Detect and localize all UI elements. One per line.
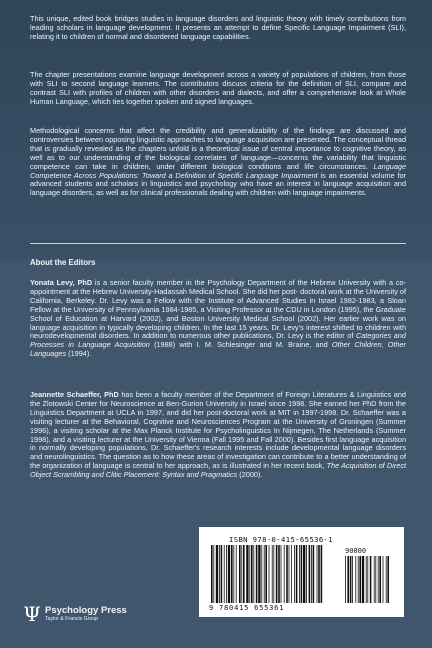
isbn-line [229, 535, 333, 544]
cited-title: Other Children, Other Languages [30, 340, 406, 359]
cited-title: The Acquisition of Direct Object Scrambling and Clitic Placement: Syntax and Pragmatics [30, 461, 406, 480]
price-code: 90000 [345, 547, 367, 555]
intro-paragraph-3 [30, 127, 406, 198]
svg-text:Ψ: Ψ [23, 603, 41, 625]
cited-title: Categories and Processes in Language Acquisition [30, 331, 406, 350]
publisher-block [22, 602, 127, 626]
psychology-press-logo-icon [22, 603, 42, 625]
barcode-panel [199, 527, 404, 617]
intro-paragraph-2: The chapter presentations examine language development across a variety of populations of children, from those with SLI to second language learners. The contributors discuss criteria for the definition of SLI, compare and contrast SLI with profiles of children with other disorders and dialects, and offer a comprehensive look at Whole Human Language, which ties together spoken and signed languages. [30, 70, 406, 106]
barcode-image [209, 545, 394, 603]
about-editors-heading: About the Editors [30, 258, 96, 267]
book-title: Language Competence Across Populations: Toward a Definition of Specific Language Impairment [30, 161, 406, 180]
publisher-subtitle: Taylor & Francis Group [45, 616, 99, 622]
editor-name: Jeannette Schaeffer, PhD [30, 390, 119, 399]
intro-paragraph-3-end: is an essential volume for advanced students and scholars in linguistics and psychology who have an interest in language acquisition and language disorders, as well as for clinical professionals dealing with children with language impairments. [30, 170, 406, 198]
intro-paragraph-3-text: Methodological concerns that affect the credibility and generalizability of the findings are discussed and controversies between opposing linguistic approaches to language acquisition are presented. The conceptual thread that is gradually revealed as the chapters unfold is a theoretical issue of central importance to cognitive theory, as well as to our understanding of the biological correlates of language—concerns the variability that linguistic competence can take in children, under different biological conditions and life circumstances. [30, 126, 406, 171]
editor-bio-levy: Yonata Levy, PhD is a senior faculty member in the Psychology Department of the Hebrew University with a co-appointment at the Hebrew University-Hadassah Medical School. She did her post- doctoral work at the University of California, Berkeley. Dr. Levy was a Fellow with the Institute of Advanced Studies in Israel 1982-1983, a Sloan Fellow at the University of Pennsylvania 1984-1985, a Visiting Professor at the CDU in London (1995), the Graduate School of Education at Harvard (2002), and Boston University Medical School (2002). Her earlier work was on language acquisition in typically developing children. In the last 15 years, Dr. Levy's interest shifted to children with neurodevelopmental disorders. In addition to numerous other publications, Dr. Levy is the editor of Categories and Processes in Language Acquisition (1988) with I. M. Schlesinger and M. Braine, and Other Children, Other Languages (1994). [30, 278, 406, 359]
isbn-text: ISBN 978-0-415-65536-1 [229, 535, 333, 544]
publisher-name: Psychology Press [45, 605, 127, 616]
barcode-digits: 9 780415 655361 [209, 604, 285, 612]
intro-paragraph-1: This unique, edited book bridges studies in language disorders and linguistic theory with timely contributions from leading scholars in language development. It presents an attempt to define Specific Language Impairment (SLI), relating it to children of normal and disordered language capabilities. [30, 14, 406, 41]
section-divider [30, 243, 406, 244]
editor-name: Yonata Levy, PhD [30, 278, 93, 287]
editor-bio-schaeffer: Jeannette Schaeffer, PhD has been a faculty member of the Department of Foreign Literatures & Linguistics and the Zlotowski Center for Neuroscience at Ben-Gurion University in Israel since 1998. She earned her PhD from the Linguistics Department at UCLA in 1997, and did her post-doctoral work at MIT in 1997-1998. Dr. Schaeffer was a visiting lecturer at the Behavioral, Cognitive and Neurosciences Program at the University of Groningen (Summer 1996), a visiting scholar at the Max Planck Institute for Psycholinguistics In Nijmegen, The Netherlands (Summer 1998), and a visiting lecturer at the University of Vienna (Fall 1995 and Fall 2000). Besides first language acquisition in normally developing populations, Dr. Schaeffer's research interests include developmental language disorders and neurolinguistics. The question as to how these areas of investigation can contribute to a better understanding of the organization of language is central to her approach, as is illustrated in her recent book, The Acquisition of Direct Object Scrambling and Clitic Placement: Syntax and Pragmatics (2000). [30, 390, 406, 480]
